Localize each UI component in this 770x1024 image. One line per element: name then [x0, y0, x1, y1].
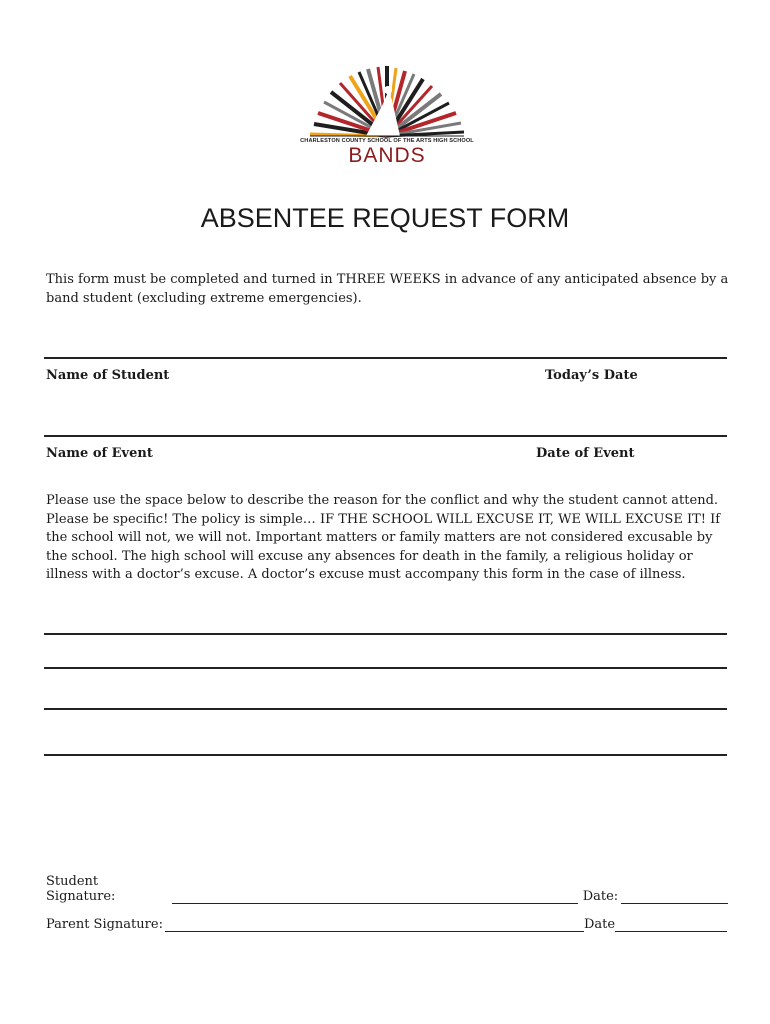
parent-signature-row [46, 917, 728, 932]
parent-signature-label: Parent Signature: [46, 917, 163, 932]
student-signature-row [46, 874, 728, 904]
student-name-label: Name of Student [46, 368, 170, 383]
sunburst-logo-graphic [296, 66, 478, 138]
parent-date-field[interactable] [615, 917, 727, 932]
reason-line[interactable] [44, 667, 727, 669]
school-bands-logo [296, 66, 478, 170]
todays-date-label: Today’s Date [545, 368, 638, 383]
student-name-line[interactable] [44, 357, 727, 359]
event-date-label: Date of Event [536, 446, 635, 461]
parent-signature-field[interactable] [165, 917, 584, 932]
student-date-label: Date: [582, 889, 619, 904]
form-intro-text: This form must be completed and turned in THREE WEEKS in advance of any anticipated absence by a band student (excluding extreme emergencies). [46, 272, 729, 306]
event-name-line[interactable] [44, 435, 727, 437]
reason-line[interactable] [44, 633, 727, 635]
reason-line[interactable] [44, 708, 727, 710]
reason-instructions: Please use the space below to describe the reason for the conflict and why the student cannot attend. Please be specific! The policy is simple… IF THE SCHOOL WILL EXCUSE IT, WE WILL EXCUSE IT! If the school will not, we will not. Important matters or family matters are not considered excusable by the school. The high school will excuse any absences for death in the family, a religious holiday or illness with a doctor’s excuse. A doctor’s excuse must accompany this form in the case of illness. [46, 493, 721, 582]
student-signature-field[interactable] [172, 889, 577, 904]
student-signature-label: Student Signature: [46, 874, 116, 904]
form-title: ABSENTEE REQUEST FORM [200, 203, 570, 233]
logo-bands-wordmark: BANDS [348, 144, 426, 167]
student-date-field[interactable] [621, 889, 728, 904]
parent-date-label: Date [583, 917, 616, 932]
logo-school-name: CHARLESTON COUNTY SCHOOL OF THE ARTS HIGH SCHOOL [300, 138, 474, 144]
event-name-label: Name of Event [46, 446, 153, 461]
reason-line[interactable] [44, 754, 727, 756]
